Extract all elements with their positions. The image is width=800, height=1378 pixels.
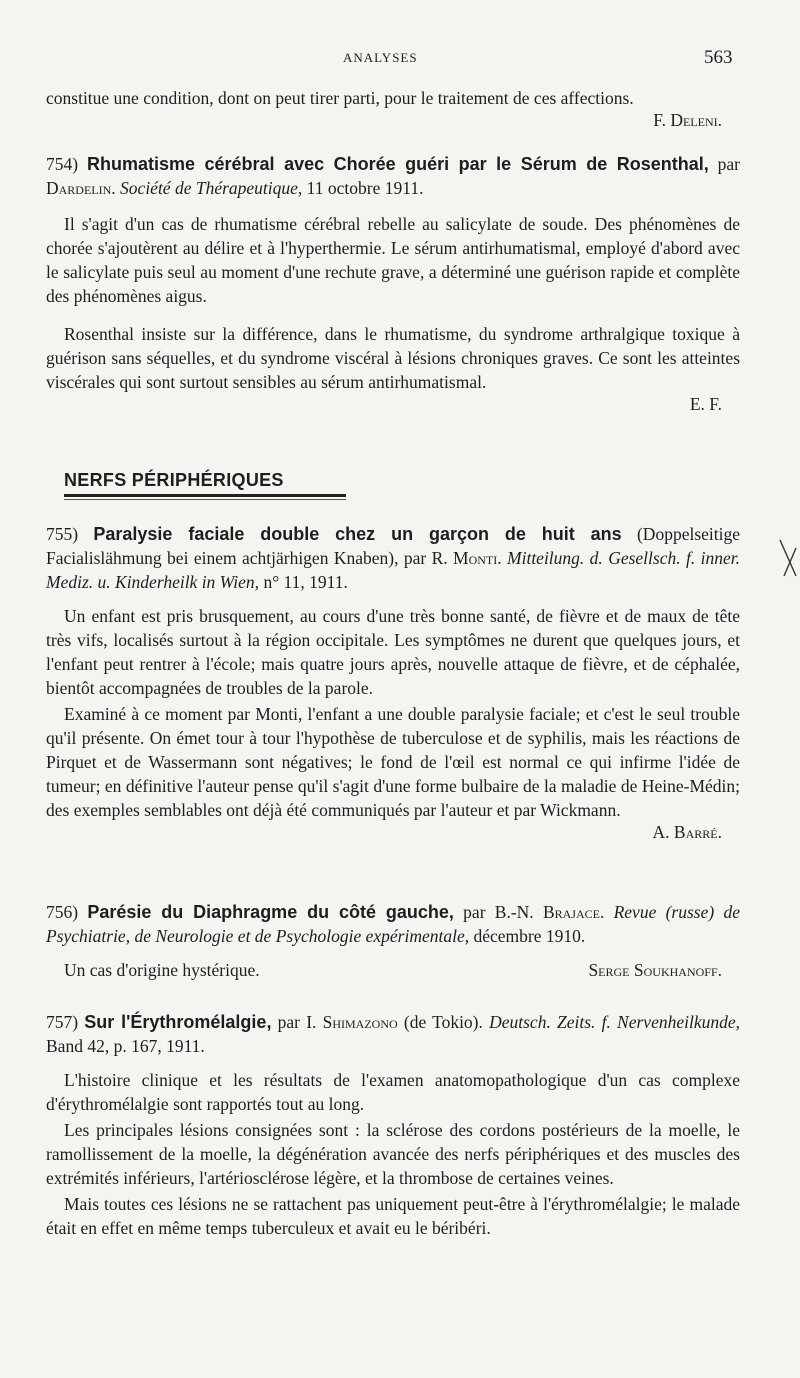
margin-cross-icon: [778, 536, 798, 580]
entry-755-number: 755): [46, 524, 79, 544]
margin-x-mark: [778, 536, 798, 580]
running-title: ANALYSES: [343, 50, 418, 65]
entry-755-heading: [46, 522, 740, 594]
entry-756-paragraph-1: Un cas d'origine hystérique.: [64, 960, 260, 980]
entry-757-place: (de Tokio).: [403, 1012, 483, 1032]
entry-757-by: par I.: [277, 1012, 317, 1032]
entry-754-date: 11 octobre 1911.: [306, 178, 424, 198]
entry-756-author: Brajace.: [542, 902, 605, 922]
entry-756-number: 756): [46, 902, 79, 922]
entry-754-author: Dardelin.: [46, 178, 116, 198]
entry-755-paragraph-1: Un enfant est pris brusquement, au cours d'une très bonne santé, de fièvre et de maux de tête très vifs, localisés surtout à la région occipitale. Les symptômes ne durent que quelques jours, et l'enfant peut rentrer à l'école; mais quatre jours après, nouvelle attaque de fièvre, et de céphalée, bientôt accompagnées de troubles de la parole.: [46, 606, 740, 698]
entry-756-date: décembre 1910.: [473, 926, 586, 946]
entry-755-author: Monti.: [453, 548, 502, 568]
entry-755-original-title: (Doppelseitige Facialislähmung bei einem achtjärhigen Knaben),: [46, 524, 741, 568]
entry-754-source: Société de Thérapeutique,: [120, 178, 303, 198]
intro-signature: F. Deleni.: [653, 110, 722, 130]
entry-754-paragraph-2: Rosenthal insiste sur la différence, dans le rhumatisme, du syndrome arthralgique toxique à guérison sans séquelles, et du syndrome viscéral à lésions chroniques graves. Ce sont les atteintes viscérales qui sont surtout sensibles au sérum antirhumatismal.: [46, 324, 740, 392]
entry-755-paragraph-2: Examiné à ce moment par Monti, l'enfant a une double paralysie faciale; et c'est le seul trouble qu'il présente. On émet tour à tour l'hypothèse de tuberculose et de syphilis, mais les réactions de Pirquet et de Wassermann sont négatives; le fond de l'œil est normal ce qui infirme l'idée de tumeur; en définitive l'auteur pense qu'il s'agit d'une forme bulbaire de la maladie de Heine-Médin; des exemples semblables ont déjà été communiqués par l'auteur et par Wickmann.: [46, 704, 740, 820]
entry-754-title: Rhumatisme cérébral avec Chorée guéri par le Sérum de Rosenthal,: [86, 154, 709, 174]
entry-757-paragraph-2: Les principales lésions consignées sont : la sclérose des cordons postérieurs de la moelle, le ramollissement de la moelle, la dégénération avancée des nerfs périphériques et des muscles des extrémités inférieurs, l'artériosclérose légère, et la thrombose de certaines veines.: [46, 1120, 740, 1188]
entry-757-title: Sur l'Érythromélalgie,: [84, 1012, 272, 1032]
page-number: 563: [704, 47, 733, 68]
entry-754: [46, 152, 740, 416]
entry-754-by: par: [717, 154, 741, 174]
entry-754-paragraph-1: Il s'agit d'un cas de rhumatisme cérébral rebelle au salicylate de soude. Des phénomènes de chorée s'ajoutèrent au délire et à l'hyperthermie. Le sérum antirhumatismal, employé d'abord avec le salicylate puis seul au moment d'une rechute grave, a déterminé une guérison rapide et complète des phénomènes aigus.: [46, 214, 740, 306]
entry-756: [46, 900, 740, 982]
intro-block: [46, 86, 740, 132]
entry-756-heading: [46, 900, 740, 948]
entry-757-paragraph-1: L'histoire clinique et les résultats de l'examen anatomopathologique d'un cas complexe d'érythromélalgie sont rapportés tout au long.: [46, 1070, 740, 1114]
entry-755-by: par R.: [403, 548, 448, 568]
entry-756-signature: Serge Soukhanoff.: [588, 960, 722, 980]
section-underline: [64, 494, 346, 497]
entry-754-heading: [46, 152, 740, 200]
entry-756-title: Parésie du Diaphragme du côté gauche,: [87, 902, 454, 922]
entry-756-by: par B.-N.: [463, 902, 534, 922]
entry-755: [46, 522, 740, 844]
section-title: NERFS PÉRIPHÉRIQUES: [64, 470, 284, 490]
entry-757-paragraph-3: Mais toutes ces lésions ne se rattachent pas uniquement peut-être à l'érythromélalgie; le malade était en effet en même temps tuberculeux et avait eu le béribéri.: [46, 1194, 740, 1238]
entry-757-number: 757): [46, 1012, 79, 1032]
entry-757-author: Shimazono: [322, 1012, 398, 1032]
entry-755-title: Paralysie faciale double chez un garçon de huit ans: [93, 524, 622, 544]
section-underline-thin: [64, 499, 346, 500]
entry-755-date: n° 11, 1911.: [263, 572, 348, 592]
running-head: [0, 47, 800, 72]
entry-755-source: Mitteilung. d. Gesellsch. f. inner. Mediz. u. Kinderheilk in Wien,: [46, 548, 740, 592]
entry-757-source: Deutsch. Zeits. f. Nervenheilkunde,: [489, 1012, 740, 1032]
entry-755-signature: A. Barré.: [652, 822, 722, 842]
entry-754-number: 754): [46, 154, 79, 174]
entry-757: [46, 1010, 740, 1240]
entry-754-signature: E. F.: [689, 394, 722, 414]
entry-757-heading: [46, 1010, 740, 1058]
intro-paragraph: constitue une condition, dont on peut tirer parti, pour le traitement de ces affections.: [46, 88, 634, 108]
entry-757-date: Band 42, p. 167, 1911.: [46, 1036, 205, 1056]
entry-756-source: Revue (russe) de Psychiatrie, de Neurologie et de Psychologie expérimentale,: [46, 902, 740, 946]
